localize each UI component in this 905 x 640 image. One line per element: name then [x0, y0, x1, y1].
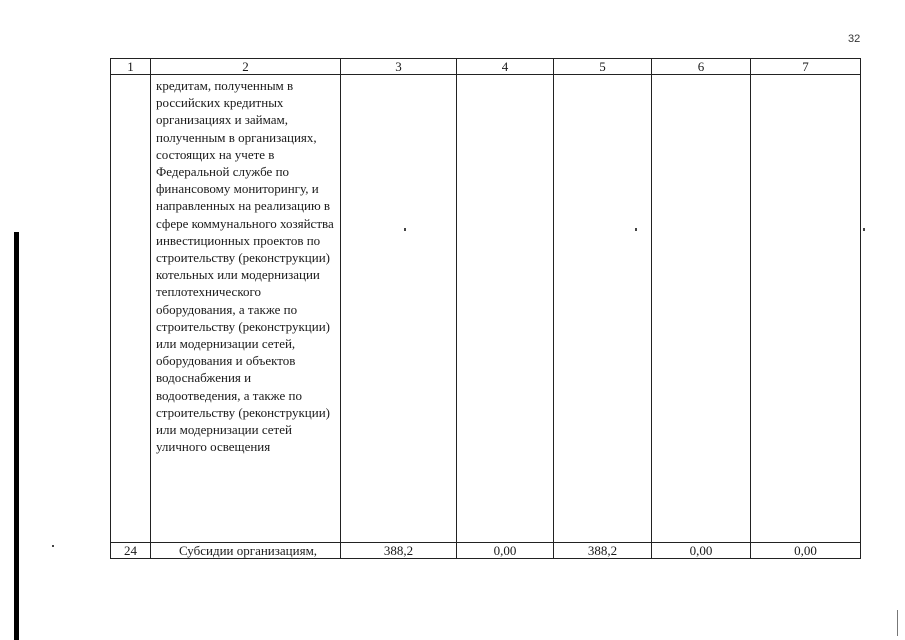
- budget-table: [110, 58, 861, 559]
- row-24-col5: 388,2: [554, 543, 652, 559]
- scan-speck: [635, 228, 637, 231]
- row-description-text: кредитам, полученным в российских кредитных организациях и займам, полученным в организациях, состоящих на учете в Федеральной службе по финансовому мониторингу, и направленных на реализацию в сфере коммунального хозяйства инвестиционных проектов по строительству (реконструкции) котельных или модернизации теплотехнического оборудования, а также по строительству (реконструкции) или модернизации сетей, оборудования и объектов водоснабжения и водоотведения, а также по строительству (реконструкции) или модернизации сетей уличного освещения: [156, 78, 334, 455]
- page-number: 32: [848, 33, 861, 45]
- row-24-col4: 0,00: [457, 543, 554, 559]
- scan-edge-mark: [897, 610, 898, 636]
- table-row-24: [111, 543, 861, 559]
- table-header-row: [111, 59, 861, 75]
- header-cell-5: 5: [554, 59, 652, 75]
- table-row-continued: [111, 75, 861, 543]
- scan-speck: [863, 228, 865, 231]
- row-24-description: Субсидии организациям,: [151, 543, 341, 559]
- row-number-cell: [111, 75, 151, 543]
- row-col5-cell: [554, 75, 652, 543]
- header-cell-7: 7: [751, 59, 861, 75]
- row-24-number: 24: [111, 543, 151, 559]
- header-cell-4: 4: [457, 59, 554, 75]
- header-cell-6: 6: [652, 59, 751, 75]
- header-cell-1: 1: [111, 59, 151, 75]
- row-24-col6: 0,00: [652, 543, 751, 559]
- scan-speck: [404, 228, 406, 231]
- row-col3-cell: [341, 75, 457, 543]
- scan-speck: [52, 545, 54, 547]
- row-24-col7: 0,00: [751, 543, 861, 559]
- row-col4-cell: [457, 75, 554, 543]
- header-cell-3: 3: [341, 59, 457, 75]
- row-col7-cell: [751, 75, 861, 543]
- header-cell-2: 2: [151, 59, 341, 75]
- row-description-cell: [151, 75, 341, 543]
- row-24-col3: 388,2: [341, 543, 457, 559]
- scan-edge-bar: [14, 232, 19, 640]
- row-col6-cell: [652, 75, 751, 543]
